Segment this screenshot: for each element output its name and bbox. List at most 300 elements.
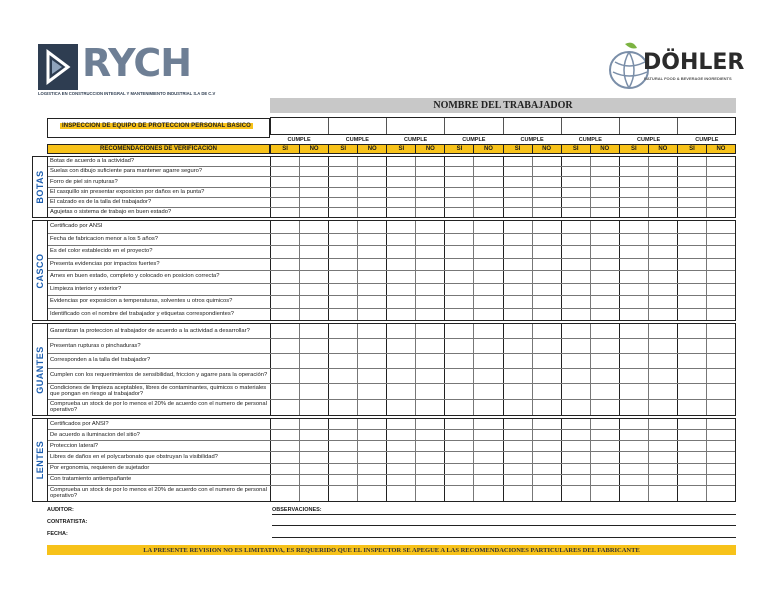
observaciones-line-1[interactable] bbox=[272, 514, 736, 515]
no-check-cell[interactable] bbox=[474, 354, 503, 368]
si-check-cell[interactable] bbox=[504, 246, 533, 258]
no-check-cell[interactable] bbox=[533, 221, 562, 233]
si-check-cell[interactable] bbox=[678, 400, 707, 415]
si-check-cell[interactable] bbox=[562, 324, 591, 338]
si-check-cell[interactable] bbox=[329, 452, 358, 462]
no-check-cell[interactable] bbox=[474, 339, 503, 353]
no-check-cell[interactable] bbox=[300, 400, 329, 415]
no-check-cell[interactable] bbox=[416, 464, 445, 474]
si-check-cell[interactable] bbox=[387, 188, 416, 197]
no-check-cell[interactable] bbox=[358, 324, 387, 338]
no-check-cell[interactable] bbox=[649, 475, 678, 485]
no-check-cell[interactable] bbox=[649, 177, 678, 186]
si-check-cell[interactable] bbox=[562, 309, 591, 321]
no-check-cell[interactable] bbox=[416, 221, 445, 233]
si-check-cell[interactable] bbox=[678, 157, 707, 166]
no-check-cell[interactable] bbox=[591, 271, 620, 283]
no-check-cell[interactable] bbox=[649, 246, 678, 258]
si-check-cell[interactable] bbox=[445, 486, 474, 501]
si-check-cell[interactable] bbox=[445, 188, 474, 197]
si-check-cell[interactable] bbox=[620, 296, 649, 308]
no-check-cell[interactable] bbox=[533, 259, 562, 271]
no-check-cell[interactable] bbox=[416, 284, 445, 296]
no-check-cell[interactable] bbox=[474, 208, 503, 217]
no-check-cell[interactable] bbox=[591, 221, 620, 233]
si-check-cell[interactable] bbox=[329, 271, 358, 283]
si-check-cell[interactable] bbox=[387, 208, 416, 217]
no-check-cell[interactable] bbox=[300, 354, 329, 368]
no-check-cell[interactable] bbox=[300, 296, 329, 308]
si-check-cell[interactable] bbox=[387, 234, 416, 246]
no-check-cell[interactable] bbox=[416, 157, 445, 166]
si-check-cell[interactable] bbox=[445, 198, 474, 207]
si-check-cell[interactable] bbox=[678, 309, 707, 321]
no-check-cell[interactable] bbox=[533, 419, 562, 429]
no-check-cell[interactable] bbox=[533, 400, 562, 415]
si-check-cell[interactable] bbox=[678, 167, 707, 176]
no-check-cell[interactable] bbox=[649, 198, 678, 207]
si-check-cell[interactable] bbox=[678, 271, 707, 283]
si-check-cell[interactable] bbox=[387, 486, 416, 501]
si-check-cell[interactable] bbox=[504, 208, 533, 217]
si-check-cell[interactable] bbox=[271, 284, 300, 296]
si-check-cell[interactable] bbox=[387, 464, 416, 474]
si-check-cell[interactable] bbox=[504, 309, 533, 321]
no-check-cell[interactable] bbox=[358, 188, 387, 197]
si-check-cell[interactable] bbox=[387, 296, 416, 308]
no-check-cell[interactable] bbox=[416, 324, 445, 338]
no-check-cell[interactable] bbox=[358, 452, 387, 462]
si-check-cell[interactable] bbox=[678, 419, 707, 429]
si-check-cell[interactable] bbox=[387, 309, 416, 321]
si-check-cell[interactable] bbox=[445, 284, 474, 296]
no-check-cell[interactable] bbox=[300, 452, 329, 462]
no-check-cell[interactable] bbox=[358, 234, 387, 246]
no-check-cell[interactable] bbox=[474, 475, 503, 485]
no-check-cell[interactable] bbox=[358, 486, 387, 501]
si-check-cell[interactable] bbox=[387, 221, 416, 233]
no-check-cell[interactable] bbox=[416, 452, 445, 462]
no-check-cell[interactable] bbox=[300, 157, 329, 166]
si-check-cell[interactable] bbox=[678, 259, 707, 271]
worker-name-cell[interactable] bbox=[678, 118, 735, 134]
worker-name-cell[interactable] bbox=[271, 118, 329, 134]
si-check-cell[interactable] bbox=[504, 177, 533, 186]
si-check-cell[interactable] bbox=[387, 452, 416, 462]
si-check-cell[interactable] bbox=[329, 369, 358, 383]
no-check-cell[interactable] bbox=[416, 486, 445, 501]
si-check-cell[interactable] bbox=[620, 400, 649, 415]
no-check-cell[interactable] bbox=[300, 246, 329, 258]
no-check-cell[interactable] bbox=[416, 167, 445, 176]
no-check-cell[interactable] bbox=[649, 452, 678, 462]
no-check-cell[interactable] bbox=[474, 296, 503, 308]
no-check-cell[interactable] bbox=[649, 339, 678, 353]
si-check-cell[interactable] bbox=[445, 246, 474, 258]
si-check-cell[interactable] bbox=[504, 441, 533, 451]
si-check-cell[interactable] bbox=[445, 177, 474, 186]
si-check-cell[interactable] bbox=[620, 259, 649, 271]
no-check-cell[interactable] bbox=[300, 419, 329, 429]
si-check-cell[interactable] bbox=[445, 441, 474, 451]
no-check-cell[interactable] bbox=[533, 177, 562, 186]
no-check-cell[interactable] bbox=[707, 157, 735, 166]
si-check-cell[interactable] bbox=[329, 234, 358, 246]
worker-name-cell[interactable] bbox=[387, 118, 445, 134]
no-check-cell[interactable] bbox=[358, 441, 387, 451]
si-check-cell[interactable] bbox=[329, 400, 358, 415]
no-check-cell[interactable] bbox=[416, 246, 445, 258]
si-check-cell[interactable] bbox=[678, 441, 707, 451]
no-check-cell[interactable] bbox=[649, 157, 678, 166]
no-check-cell[interactable] bbox=[300, 441, 329, 451]
no-check-cell[interactable] bbox=[591, 208, 620, 217]
si-check-cell[interactable] bbox=[271, 419, 300, 429]
no-check-cell[interactable] bbox=[533, 464, 562, 474]
si-check-cell[interactable] bbox=[329, 354, 358, 368]
si-check-cell[interactable] bbox=[678, 354, 707, 368]
no-check-cell[interactable] bbox=[591, 419, 620, 429]
si-check-cell[interactable] bbox=[620, 208, 649, 217]
no-check-cell[interactable] bbox=[533, 296, 562, 308]
no-check-cell[interactable] bbox=[358, 198, 387, 207]
si-check-cell[interactable] bbox=[562, 198, 591, 207]
si-check-cell[interactable] bbox=[562, 296, 591, 308]
si-check-cell[interactable] bbox=[504, 284, 533, 296]
no-check-cell[interactable] bbox=[649, 259, 678, 271]
si-check-cell[interactable] bbox=[504, 369, 533, 383]
si-check-cell[interactable] bbox=[620, 157, 649, 166]
si-check-cell[interactable] bbox=[678, 234, 707, 246]
si-check-cell[interactable] bbox=[562, 419, 591, 429]
worker-name-cell[interactable] bbox=[329, 118, 387, 134]
si-check-cell[interactable] bbox=[678, 177, 707, 186]
si-check-cell[interactable] bbox=[562, 369, 591, 383]
si-check-cell[interactable] bbox=[562, 441, 591, 451]
si-check-cell[interactable] bbox=[445, 157, 474, 166]
si-check-cell[interactable] bbox=[620, 430, 649, 440]
si-check-cell[interactable] bbox=[678, 324, 707, 338]
no-check-cell[interactable] bbox=[474, 452, 503, 462]
no-check-cell[interactable] bbox=[533, 198, 562, 207]
si-check-cell[interactable] bbox=[620, 475, 649, 485]
si-check-cell[interactable] bbox=[271, 384, 300, 399]
si-check-cell[interactable] bbox=[562, 259, 591, 271]
si-check-cell[interactable] bbox=[620, 167, 649, 176]
no-check-cell[interactable] bbox=[591, 400, 620, 415]
si-check-cell[interactable] bbox=[445, 452, 474, 462]
no-check-cell[interactable] bbox=[416, 198, 445, 207]
si-check-cell[interactable] bbox=[329, 464, 358, 474]
si-check-cell[interactable] bbox=[329, 309, 358, 321]
no-check-cell[interactable] bbox=[416, 430, 445, 440]
no-check-cell[interactable] bbox=[416, 419, 445, 429]
no-check-cell[interactable] bbox=[707, 259, 735, 271]
si-check-cell[interactable] bbox=[271, 177, 300, 186]
si-check-cell[interactable] bbox=[271, 259, 300, 271]
no-check-cell[interactable] bbox=[300, 271, 329, 283]
si-check-cell[interactable] bbox=[678, 464, 707, 474]
si-check-cell[interactable] bbox=[445, 271, 474, 283]
no-check-cell[interactable] bbox=[649, 400, 678, 415]
si-check-cell[interactable] bbox=[271, 324, 300, 338]
si-check-cell[interactable] bbox=[329, 167, 358, 176]
no-check-cell[interactable] bbox=[533, 486, 562, 501]
si-check-cell[interactable] bbox=[504, 198, 533, 207]
no-check-cell[interactable] bbox=[416, 208, 445, 217]
no-check-cell[interactable] bbox=[649, 234, 678, 246]
no-check-cell[interactable] bbox=[474, 198, 503, 207]
no-check-cell[interactable] bbox=[533, 167, 562, 176]
si-check-cell[interactable] bbox=[329, 441, 358, 451]
no-check-cell[interactable] bbox=[649, 309, 678, 321]
no-check-cell[interactable] bbox=[649, 221, 678, 233]
si-check-cell[interactable] bbox=[445, 259, 474, 271]
no-check-cell[interactable] bbox=[533, 234, 562, 246]
si-check-cell[interactable] bbox=[678, 198, 707, 207]
si-check-cell[interactable] bbox=[678, 486, 707, 501]
no-check-cell[interactable] bbox=[300, 259, 329, 271]
no-check-cell[interactable] bbox=[474, 419, 503, 429]
si-check-cell[interactable] bbox=[562, 208, 591, 217]
no-check-cell[interactable] bbox=[474, 259, 503, 271]
si-check-cell[interactable] bbox=[445, 167, 474, 176]
si-check-cell[interactable] bbox=[620, 486, 649, 501]
no-check-cell[interactable] bbox=[533, 208, 562, 217]
si-check-cell[interactable] bbox=[620, 234, 649, 246]
no-check-cell[interactable] bbox=[649, 167, 678, 176]
no-check-cell[interactable] bbox=[474, 441, 503, 451]
si-check-cell[interactable] bbox=[387, 157, 416, 166]
no-check-cell[interactable] bbox=[591, 464, 620, 474]
worker-name-cell[interactable] bbox=[504, 118, 562, 134]
si-check-cell[interactable] bbox=[445, 475, 474, 485]
si-check-cell[interactable] bbox=[504, 486, 533, 501]
si-check-cell[interactable] bbox=[562, 157, 591, 166]
no-check-cell[interactable] bbox=[591, 198, 620, 207]
observaciones-line-2[interactable] bbox=[272, 525, 736, 526]
si-check-cell[interactable] bbox=[329, 475, 358, 485]
no-check-cell[interactable] bbox=[474, 246, 503, 258]
si-check-cell[interactable] bbox=[329, 198, 358, 207]
si-check-cell[interactable] bbox=[271, 188, 300, 197]
no-check-cell[interactable] bbox=[358, 177, 387, 186]
si-check-cell[interactable] bbox=[445, 208, 474, 217]
si-check-cell[interactable] bbox=[678, 339, 707, 353]
no-check-cell[interactable] bbox=[416, 369, 445, 383]
no-check-cell[interactable] bbox=[649, 464, 678, 474]
no-check-cell[interactable] bbox=[416, 441, 445, 451]
no-check-cell[interactable] bbox=[591, 430, 620, 440]
no-check-cell[interactable] bbox=[707, 271, 735, 283]
no-check-cell[interactable] bbox=[649, 324, 678, 338]
no-check-cell[interactable] bbox=[358, 464, 387, 474]
no-check-cell[interactable] bbox=[533, 309, 562, 321]
si-check-cell[interactable] bbox=[445, 221, 474, 233]
si-check-cell[interactable] bbox=[620, 284, 649, 296]
si-check-cell[interactable] bbox=[678, 369, 707, 383]
si-check-cell[interactable] bbox=[387, 259, 416, 271]
si-check-cell[interactable] bbox=[562, 486, 591, 501]
si-check-cell[interactable] bbox=[504, 419, 533, 429]
si-check-cell[interactable] bbox=[678, 475, 707, 485]
no-check-cell[interactable] bbox=[300, 221, 329, 233]
no-check-cell[interactable] bbox=[358, 400, 387, 415]
si-check-cell[interactable] bbox=[504, 384, 533, 399]
si-check-cell[interactable] bbox=[329, 177, 358, 186]
si-check-cell[interactable] bbox=[387, 419, 416, 429]
si-check-cell[interactable] bbox=[329, 208, 358, 217]
si-check-cell[interactable] bbox=[271, 441, 300, 451]
no-check-cell[interactable] bbox=[707, 177, 735, 186]
no-check-cell[interactable] bbox=[300, 234, 329, 246]
no-check-cell[interactable] bbox=[474, 430, 503, 440]
si-check-cell[interactable] bbox=[562, 339, 591, 353]
si-check-cell[interactable] bbox=[271, 234, 300, 246]
si-check-cell[interactable] bbox=[387, 430, 416, 440]
no-check-cell[interactable] bbox=[358, 384, 387, 399]
no-check-cell[interactable] bbox=[707, 188, 735, 197]
no-check-cell[interactable] bbox=[533, 475, 562, 485]
no-check-cell[interactable] bbox=[591, 284, 620, 296]
observaciones-line-3[interactable] bbox=[272, 537, 736, 538]
si-check-cell[interactable] bbox=[445, 339, 474, 353]
si-check-cell[interactable] bbox=[504, 475, 533, 485]
no-check-cell[interactable] bbox=[591, 188, 620, 197]
si-check-cell[interactable] bbox=[562, 177, 591, 186]
si-check-cell[interactable] bbox=[678, 452, 707, 462]
no-check-cell[interactable] bbox=[474, 167, 503, 176]
no-check-cell[interactable] bbox=[591, 486, 620, 501]
no-check-cell[interactable] bbox=[591, 259, 620, 271]
si-check-cell[interactable] bbox=[504, 296, 533, 308]
no-check-cell[interactable] bbox=[416, 309, 445, 321]
no-check-cell[interactable] bbox=[416, 475, 445, 485]
no-check-cell[interactable] bbox=[649, 296, 678, 308]
si-check-cell[interactable] bbox=[504, 452, 533, 462]
no-check-cell[interactable] bbox=[300, 309, 329, 321]
si-check-cell[interactable] bbox=[504, 339, 533, 353]
no-check-cell[interactable] bbox=[649, 486, 678, 501]
no-check-cell[interactable] bbox=[358, 167, 387, 176]
no-check-cell[interactable] bbox=[474, 309, 503, 321]
si-check-cell[interactable] bbox=[562, 234, 591, 246]
si-check-cell[interactable] bbox=[445, 309, 474, 321]
si-check-cell[interactable] bbox=[445, 296, 474, 308]
si-check-cell[interactable] bbox=[504, 234, 533, 246]
no-check-cell[interactable] bbox=[591, 384, 620, 399]
no-check-cell[interactable] bbox=[300, 369, 329, 383]
si-check-cell[interactable] bbox=[562, 400, 591, 415]
si-check-cell[interactable] bbox=[504, 354, 533, 368]
no-check-cell[interactable] bbox=[300, 177, 329, 186]
no-check-cell[interactable] bbox=[707, 369, 735, 383]
si-check-cell[interactable] bbox=[329, 419, 358, 429]
si-check-cell[interactable] bbox=[387, 246, 416, 258]
si-check-cell[interactable] bbox=[271, 354, 300, 368]
si-check-cell[interactable] bbox=[562, 167, 591, 176]
no-check-cell[interactable] bbox=[649, 384, 678, 399]
si-check-cell[interactable] bbox=[387, 198, 416, 207]
no-check-cell[interactable] bbox=[358, 296, 387, 308]
si-check-cell[interactable] bbox=[271, 339, 300, 353]
no-check-cell[interactable] bbox=[707, 354, 735, 368]
no-check-cell[interactable] bbox=[707, 208, 735, 217]
si-check-cell[interactable] bbox=[329, 339, 358, 353]
no-check-cell[interactable] bbox=[707, 441, 735, 451]
si-check-cell[interactable] bbox=[620, 324, 649, 338]
no-check-cell[interactable] bbox=[416, 339, 445, 353]
no-check-cell[interactable] bbox=[300, 284, 329, 296]
si-check-cell[interactable] bbox=[678, 430, 707, 440]
si-check-cell[interactable] bbox=[678, 188, 707, 197]
si-check-cell[interactable] bbox=[504, 400, 533, 415]
si-check-cell[interactable] bbox=[445, 234, 474, 246]
si-check-cell[interactable] bbox=[445, 419, 474, 429]
si-check-cell[interactable] bbox=[678, 284, 707, 296]
no-check-cell[interactable] bbox=[416, 259, 445, 271]
no-check-cell[interactable] bbox=[591, 475, 620, 485]
no-check-cell[interactable] bbox=[533, 441, 562, 451]
si-check-cell[interactable] bbox=[504, 157, 533, 166]
no-check-cell[interactable] bbox=[707, 486, 735, 501]
si-check-cell[interactable] bbox=[445, 430, 474, 440]
si-check-cell[interactable] bbox=[620, 384, 649, 399]
no-check-cell[interactable] bbox=[358, 419, 387, 429]
no-check-cell[interactable] bbox=[649, 188, 678, 197]
si-check-cell[interactable] bbox=[271, 246, 300, 258]
no-check-cell[interactable] bbox=[474, 188, 503, 197]
no-check-cell[interactable] bbox=[591, 369, 620, 383]
si-check-cell[interactable] bbox=[271, 271, 300, 283]
si-check-cell[interactable] bbox=[387, 441, 416, 451]
si-check-cell[interactable] bbox=[620, 441, 649, 451]
si-check-cell[interactable] bbox=[562, 384, 591, 399]
no-check-cell[interactable] bbox=[300, 167, 329, 176]
si-check-cell[interactable] bbox=[271, 400, 300, 415]
si-check-cell[interactable] bbox=[387, 177, 416, 186]
no-check-cell[interactable] bbox=[707, 246, 735, 258]
si-check-cell[interactable] bbox=[562, 452, 591, 462]
no-check-cell[interactable] bbox=[707, 430, 735, 440]
si-check-cell[interactable] bbox=[329, 284, 358, 296]
si-check-cell[interactable] bbox=[562, 221, 591, 233]
no-check-cell[interactable] bbox=[416, 234, 445, 246]
si-check-cell[interactable] bbox=[387, 339, 416, 353]
si-check-cell[interactable] bbox=[620, 221, 649, 233]
no-check-cell[interactable] bbox=[474, 234, 503, 246]
no-check-cell[interactable] bbox=[533, 324, 562, 338]
no-check-cell[interactable] bbox=[591, 177, 620, 186]
no-check-cell[interactable] bbox=[358, 157, 387, 166]
no-check-cell[interactable] bbox=[707, 384, 735, 399]
no-check-cell[interactable] bbox=[591, 167, 620, 176]
no-check-cell[interactable] bbox=[533, 284, 562, 296]
no-check-cell[interactable] bbox=[300, 486, 329, 501]
no-check-cell[interactable] bbox=[416, 384, 445, 399]
no-check-cell[interactable] bbox=[358, 354, 387, 368]
no-check-cell[interactable] bbox=[533, 246, 562, 258]
no-check-cell[interactable] bbox=[533, 271, 562, 283]
no-check-cell[interactable] bbox=[707, 324, 735, 338]
si-check-cell[interactable] bbox=[271, 296, 300, 308]
no-check-cell[interactable] bbox=[300, 475, 329, 485]
no-check-cell[interactable] bbox=[649, 284, 678, 296]
no-check-cell[interactable] bbox=[591, 452, 620, 462]
si-check-cell[interactable] bbox=[562, 246, 591, 258]
no-check-cell[interactable] bbox=[591, 246, 620, 258]
si-check-cell[interactable] bbox=[271, 309, 300, 321]
